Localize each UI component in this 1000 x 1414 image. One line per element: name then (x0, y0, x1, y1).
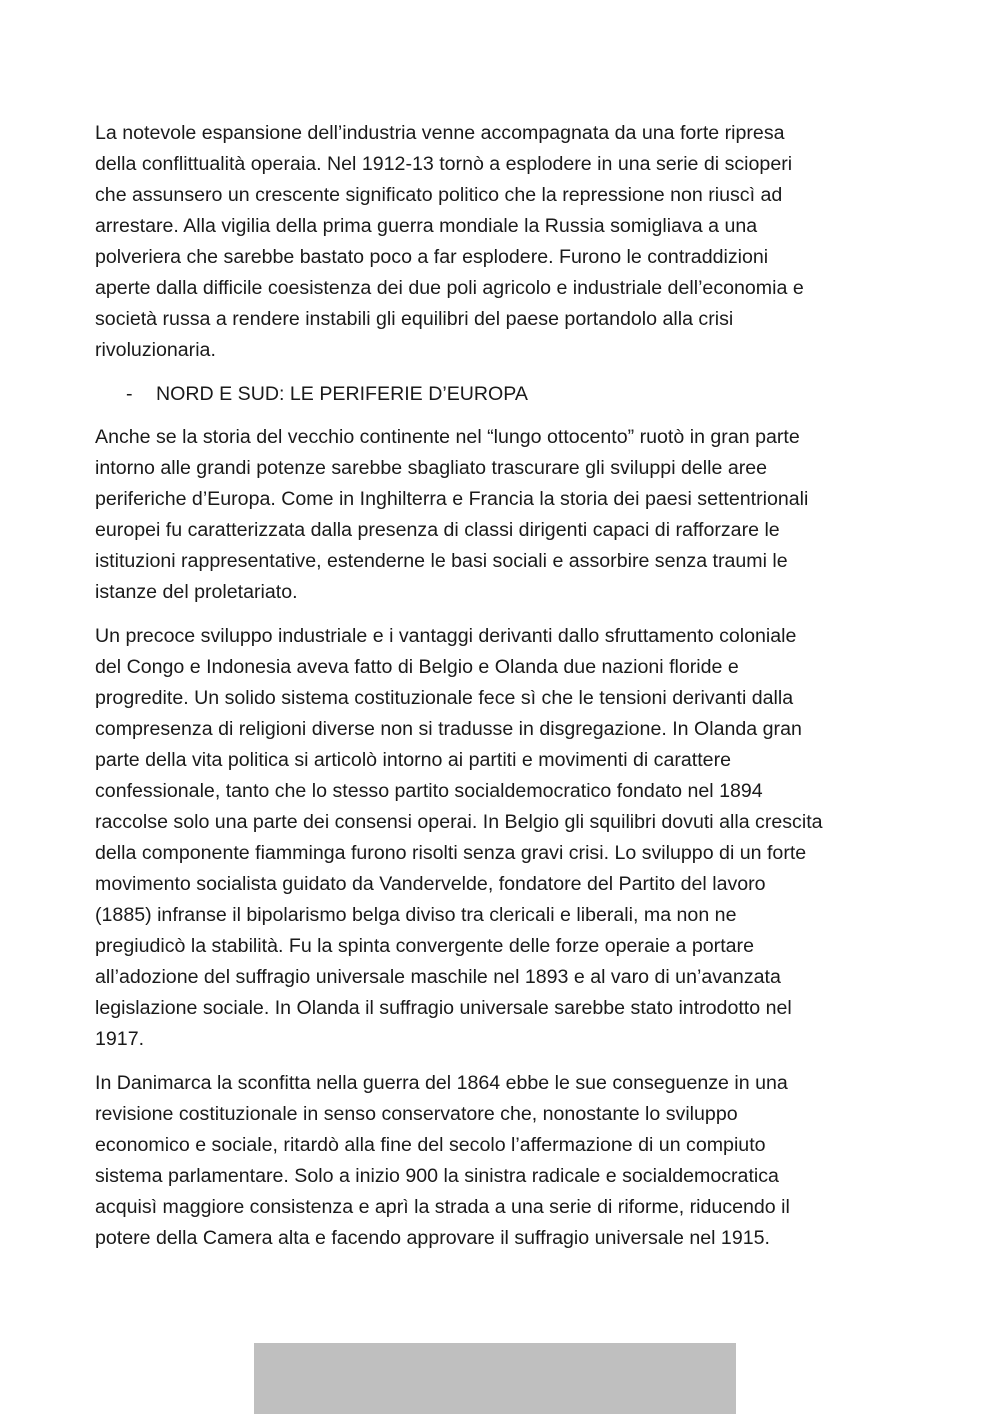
text-line: La notevole espansione dell’industria venne accompagnata da una forte ripresa (95, 122, 785, 144)
text-line: 1917. (95, 1028, 145, 1050)
text-line: Anche se la storia del vecchio continente nel “lungo ottocento” ruotò in gran parte (95, 426, 800, 448)
text-line: pregiudicò la stabilità. Fu la spinta convergente delle forze operaie a portare (95, 935, 754, 957)
text-line: della componente fiamminga furono risolti senza gravi crisi. Lo sviluppo di un forte (95, 842, 807, 864)
text-line: acquisì maggiore consistenza e aprì la strada a una serie di riforme, riducendo il (95, 1196, 790, 1218)
text-line: In Danimarca la sconfitta nella guerra del 1864 ebbe le sue conseguenze in una (95, 1072, 788, 1094)
text-line: potere della Camera alta e facendo approvare il suffragio universale nel 1915. (95, 1227, 770, 1249)
list-bullet-dash: - (126, 383, 133, 405)
section-heading-text: NORD E SUD: LE PERIFERIE D’EUROPA (156, 383, 528, 405)
text-line: Un precoce sviluppo industriale e i vantaggi derivanti dallo sfruttamento coloniale (95, 625, 797, 647)
text-line: del Congo e Indonesia aveva fatto di Belgio e Olanda due nazioni floride e (95, 656, 739, 678)
document-body (95, 118, 895, 1267)
text-line: aperte dalla difficile coesistenza dei due poli agricolo e industriale dell’economia e (95, 277, 804, 299)
text-line: istituzioni rappresentative, estenderne le basi sociali e assorbire senza traumi le (95, 550, 788, 572)
text-line: legislazione sociale. In Olanda il suffragio universale sarebbe stato introdotto nel (95, 997, 792, 1019)
text-line: economico e sociale, ritardò alla fine del secolo l’affermazione di un compiuto (95, 1134, 766, 1156)
section-heading-list-item (95, 379, 895, 410)
text-line: arrestare. Alla vigilia della prima guerra mondiale la Russia somigliava a una (95, 215, 758, 237)
paragraph-russia-conflict (95, 118, 895, 366)
text-line: (1885) infranse il bipolarismo belga diviso tra clericali e liberali, ma non ne (95, 904, 737, 926)
text-line: società russa a rendere instabili gli equilibri del paese portandolo alla crisi (95, 308, 734, 330)
text-line: periferiche d’Europa. Come in Inghilterra e Francia la storia dei paesi settentrionali (95, 488, 809, 510)
text-line: revisione costituzionale in senso conservatore che, nonostante lo sviluppo (95, 1103, 738, 1125)
text-line: rivoluzionaria. (95, 339, 216, 361)
paragraph-belgium-netherlands (95, 621, 895, 1055)
text-line: istanze del proletariato. (95, 581, 298, 603)
paragraph-denmark (95, 1068, 895, 1254)
text-line: compresenza di religioni diverse non si tradusse in disgregazione. In Olanda gran (95, 718, 802, 740)
text-line: europei fu caratterizzata dalla presenza di classi dirigenti capaci di rafforzare le (95, 519, 780, 541)
text-line: intorno alle grandi potenze sarebbe sbagliato trascurare gli sviluppi delle aree (95, 457, 768, 479)
text-line: all’adozione del suffragio universale maschile nel 1893 e al varo di un’avanzata (95, 966, 781, 988)
text-line: movimento socialista guidato da Vandervelde, fondatore del Partito del lavoro (95, 873, 766, 895)
text-line: polveriera che sarebbe bastato poco a far esplodere. Furono le contraddizioni (95, 246, 769, 268)
text-line: progredite. Un solido sistema costituzionale fece sì che le tensioni derivanti dalla (95, 687, 794, 709)
text-line: della conflittualità operaia. Nel 1912-13 tornò a esplodere in una serie di scioperi (95, 153, 793, 175)
footer-gray-bar (254, 1343, 736, 1414)
text-line: sistema parlamentare. Solo a inizio 900 la sinistra radicale e socialdemocratica (95, 1165, 779, 1187)
text-line: parte della vita politica si articolò intorno ai partiti e movimenti di carattere (95, 749, 732, 771)
text-line: raccolse solo una parte dei consensi operai. In Belgio gli squilibri dovuti alla crescita (95, 811, 823, 833)
text-line: che assunsero un crescente significato politico che la repressione non riuscì ad (95, 184, 783, 206)
paragraph-northern-europe (95, 422, 895, 608)
text-line: confessionale, tanto che lo stesso partito socialdemocratico fondato nel 1894 (95, 780, 763, 802)
